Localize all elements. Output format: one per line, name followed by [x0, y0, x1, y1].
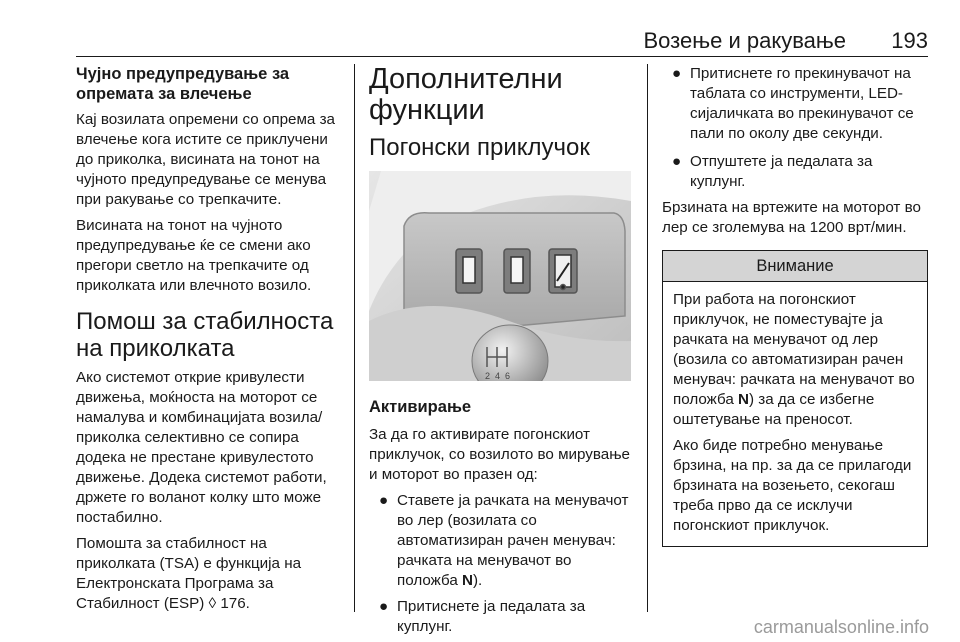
section-title-trailer-stability: Помош за стабилноста на приколката [76, 308, 334, 362]
list-item [662, 152, 928, 192]
gear-number-2: 2 [485, 371, 491, 381]
page-reference-link[interactable]: 176. [220, 595, 250, 612]
gear-position-n: N [462, 572, 473, 589]
bullet-icon: ● [672, 65, 682, 82]
paragraph-idle-speed: Брзината на вртежите на моторот во лер се зголемува на 1200 врт/мин. [662, 199, 921, 236]
main-title-additional-functions: Дополнителни функции [369, 63, 563, 126]
subheading-tow-bar-chime: Чујно предупредување за опремата за влечење [76, 65, 290, 103]
paragraph-text: Помошта за стабилност на приколката (TSA) е функција на Електронската Програма за Стабилност (ESP) [76, 535, 302, 612]
list-item [369, 491, 631, 591]
caution-body [663, 282, 927, 546]
header-rule [76, 56, 928, 57]
column-divider-1 [354, 64, 355, 612]
list-item [369, 597, 631, 637]
switch-1 [456, 249, 482, 293]
paragraph-esp-reference [76, 534, 342, 614]
bullet-icon: ● [379, 598, 389, 615]
gear-position-n: N [738, 391, 749, 408]
caution-text: При работа на погонскиот приклучок, не поместувајте ја рачката на менувачот од лер (возила со автоматизиран рачен менувач: рачката на менувачот во положба [673, 291, 915, 408]
bullet-list [369, 491, 631, 637]
list-item-text-end: ). [472, 572, 483, 589]
bullet-icon: ● [379, 492, 389, 509]
page-reference-icon: ◊ [208, 595, 217, 612]
subheading-activation: Активирање [369, 398, 472, 416]
dashboard-switch-panel-image [369, 171, 631, 381]
watermark: carmanualsonline.info [753, 617, 929, 637]
page-number: 193 [891, 28, 928, 53]
column-2 [369, 64, 631, 637]
caution-box [662, 250, 928, 547]
paragraph: За да го активирате погонскиот приклучок, со возилото во мирување и моторот во празен од: [369, 426, 631, 483]
gear-number-4: 4 [495, 371, 501, 381]
column-divider-2 [647, 64, 648, 612]
bullet-list [662, 64, 928, 192]
list-item-text: Ставете ја рачката на менувачот во лер (возилата со автоматизиран рачен менувач: рачката на менувачот во положба [397, 492, 629, 589]
list-item-text: Притиснете го прекинувачот на таблата со инструменти, LED-сијаличката во прекинувачот се пали по околу две секунди. [690, 65, 914, 142]
paragraph: Висината на тонот на чујното предупредување ќе се смени ако прегори светло на трепкачите од приколката или влечното возило. [76, 217, 312, 294]
power-take-off-illustration [369, 171, 631, 381]
bullet-icon: ● [672, 153, 682, 170]
list-item-text: Притиснете ја педалата за куплунг. [397, 598, 586, 635]
section-title-power-take-off: Погонски приклучок [369, 134, 590, 161]
caution-paragraph [673, 290, 917, 430]
caution-heading: Внимание [663, 251, 927, 282]
caution-text-end: ) за да се избегне оштетување на преносот. [673, 391, 875, 428]
paragraph: Кај возилата опремени со опрема за влечење кога истите се приклучени до приколка, висината на тонот на чујното предупредување се менува при ракување со трепкачите. [76, 111, 335, 208]
list-item-text: Отпуштете ја педалата за куплунг. [690, 153, 873, 190]
column-1 [76, 64, 342, 614]
switch-2 [504, 249, 530, 293]
page-header-title: Возење и ракување [643, 28, 846, 53]
paragraph: Ако системот открие кривулести движења, моќноста на моторот се намалува и комбинацијата возила/приколка селективно се сопира додека не престане кривулестото движење. Додека системот работи, држете го воланот колку што може постабилно. [76, 369, 327, 526]
pto-switch-icon [549, 249, 577, 293]
gear-number-6: 6 [505, 371, 511, 381]
column-3 [662, 64, 928, 547]
caution-paragraph: Ако биде потребно менување брзина, на пр. за да се прилагоди брзината на возењето, секогаш треба прво да се исклучи погонскиот приклучок. [673, 437, 912, 534]
list-item [662, 64, 928, 144]
